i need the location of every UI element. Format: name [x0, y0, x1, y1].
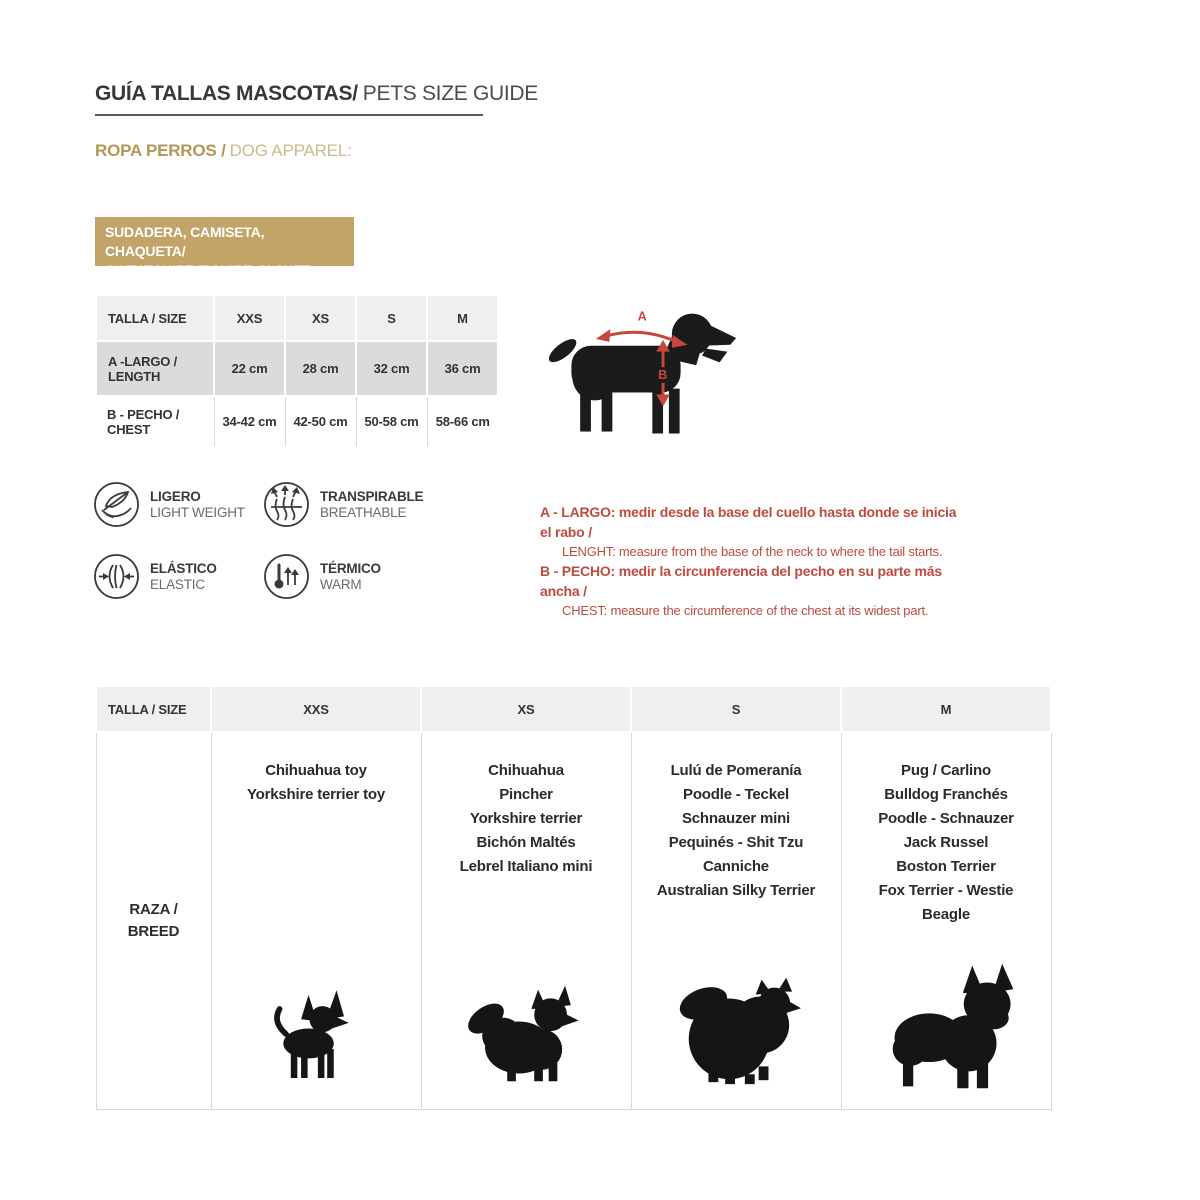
breed-name: Beagle: [922, 906, 970, 923]
breed-name: Bichón Maltés: [476, 834, 576, 851]
breed-cell-s: [631, 732, 841, 1109]
breed-name: Boston Terrier: [896, 858, 996, 875]
breed-name: Australian Silky Terrier: [656, 882, 816, 899]
feature-warm-es: TÉRMICO: [320, 561, 381, 576]
size-table-header-s: S: [356, 295, 427, 341]
section-subtitle: [95, 141, 352, 161]
breed-row-label-line2: BREED: [127, 922, 180, 940]
breed-table-header-m: M: [841, 686, 1051, 732]
breed-name: Yorkshire terrier: [469, 810, 583, 827]
category-banner: [95, 217, 354, 278]
size-table-header-label: TALLA / SIZE: [96, 295, 214, 341]
banner-line-es: SUDADERA, CAMISETA, CHAQUETA/: [105, 224, 265, 259]
note-a-en: LENGHT: measure from the base of the neck to where the tail starts.: [562, 544, 943, 559]
arrow-b-label: B: [658, 367, 668, 382]
size-table-header-row: [96, 295, 498, 341]
breed-cell-m: [841, 732, 1051, 1109]
feature-lightweight-es: LIGERO: [150, 489, 201, 504]
breed-name: Chihuahua toy: [265, 762, 367, 779]
size-table: [95, 294, 499, 446]
size-table-chest-row: [96, 396, 498, 446]
breed-name: Jack Russel: [903, 834, 989, 851]
size-table-header-m: M: [427, 295, 498, 341]
breed-table-header-xxs: XXS: [211, 686, 421, 732]
feature-elastic-en: ELASTIC: [150, 577, 205, 592]
note-b-en: CHEST: measure the circumference of the chest at its widest part.: [562, 603, 929, 618]
page-title-en: PETS SIZE GUIDE: [362, 82, 538, 105]
breed-name: Yorkshire terrier toy: [246, 786, 386, 803]
page-title-es: GUÍA TALLAS MASCOTAS/: [95, 82, 358, 105]
breed-name: Pug / Carlino: [901, 762, 991, 779]
breathable-fabric-icon: [263, 481, 310, 528]
breed-name: Fox Terrier - Westie: [878, 882, 1014, 899]
measuring-diagram: [548, 296, 743, 459]
breed-cell-xs: [421, 732, 631, 1109]
breed-name: Pincher: [499, 786, 553, 803]
breed-row-label: [96, 732, 211, 1109]
breed-name: Poodle - Schnauzer: [878, 810, 1014, 827]
breed-table: [95, 685, 1052, 1110]
length-xs: 28 cm: [285, 341, 356, 396]
breed-name: Poodle - Teckel: [683, 786, 789, 803]
pomeranian-silhouette-icon: [662, 964, 810, 1092]
thermometer-icon: [263, 553, 310, 600]
chest-xs: 42-50 cm: [285, 396, 356, 446]
title-underline: [95, 114, 483, 116]
note-a-es: A - LARGO: medir desde la base del cuello hasta donde se inicia el rabo /: [540, 504, 957, 540]
breed-name: Bulldog Franchés: [884, 786, 1008, 803]
chest-xxs: 34-42 cm: [214, 396, 285, 446]
feature-elastic: [93, 553, 217, 600]
breed-row-label-line1: RAZA /: [129, 900, 178, 918]
breed-name: Lebrel Italiano mini: [459, 858, 593, 875]
chest-m: 58-66 cm: [427, 396, 498, 446]
elastic-stretch-icon: [93, 553, 140, 600]
long-haired-chihuahua-silhouette-icon: [459, 976, 594, 1092]
subtitle-en: DOG APPAREL:: [229, 141, 352, 160]
feature-elastic-es: ELÁSTICO: [150, 561, 217, 576]
length-m: 36 cm: [427, 341, 498, 396]
breed-table-header-label: TALLA / SIZE: [96, 686, 211, 732]
chihuahua-silhouette-icon: [260, 980, 372, 1092]
length-row-label: A -LARGO / LENGTH: [96, 341, 214, 396]
feather-hand-icon: [93, 481, 140, 528]
feature-warm: [263, 553, 381, 600]
chest-row-label: B - PECHO / CHEST: [96, 396, 214, 446]
page-title: [95, 82, 538, 106]
labrador-silhouette-icon: [548, 296, 743, 454]
breed-name: Lulú de Pomeranía: [670, 762, 802, 779]
breed-name: Pequinés - Shit Tzu: [668, 834, 804, 851]
breed-table-header-xs: XS: [421, 686, 631, 732]
feature-breathable-en: BREATHABLE: [320, 505, 407, 520]
feature-lightweight-en: LIGHT WEIGHT: [150, 505, 245, 520]
feature-lightweight: [93, 481, 245, 528]
breed-cell-xxs: [211, 732, 421, 1109]
breed-table-header-s: S: [631, 686, 841, 732]
measuring-notes: [540, 502, 970, 620]
breed-name: Canniche: [703, 858, 769, 875]
breed-table-header-row: [96, 686, 1051, 732]
feature-breathable: [263, 481, 423, 528]
breed-name: Chihuahua: [488, 762, 564, 779]
arrow-a-label: A: [637, 309, 647, 324]
size-table-header-xs: XS: [285, 295, 356, 341]
banner-line-en: SWEATSHIRT, T-SHIRT, JACKET: [105, 262, 311, 278]
chest-s: 50-58 cm: [356, 396, 427, 446]
breed-table-body-row: [96, 732, 1051, 1109]
size-table-header-xxs: XXS: [214, 295, 285, 341]
size-table-length-row: [96, 341, 498, 396]
french-bulldog-silhouette-icon: [871, 961, 1021, 1092]
feature-breathable-es: TRANSPIRABLE: [320, 489, 424, 504]
subtitle-es: ROPA PERROS /: [95, 141, 226, 160]
length-xxs: 22 cm: [214, 341, 285, 396]
note-b-es: B - PECHO: medir la circunferencia del pecho en su parte más ancha /: [540, 563, 942, 599]
feature-warm-en: WARM: [320, 577, 362, 592]
length-s: 32 cm: [356, 341, 427, 396]
breed-name: Schnauzer mini: [681, 810, 791, 827]
